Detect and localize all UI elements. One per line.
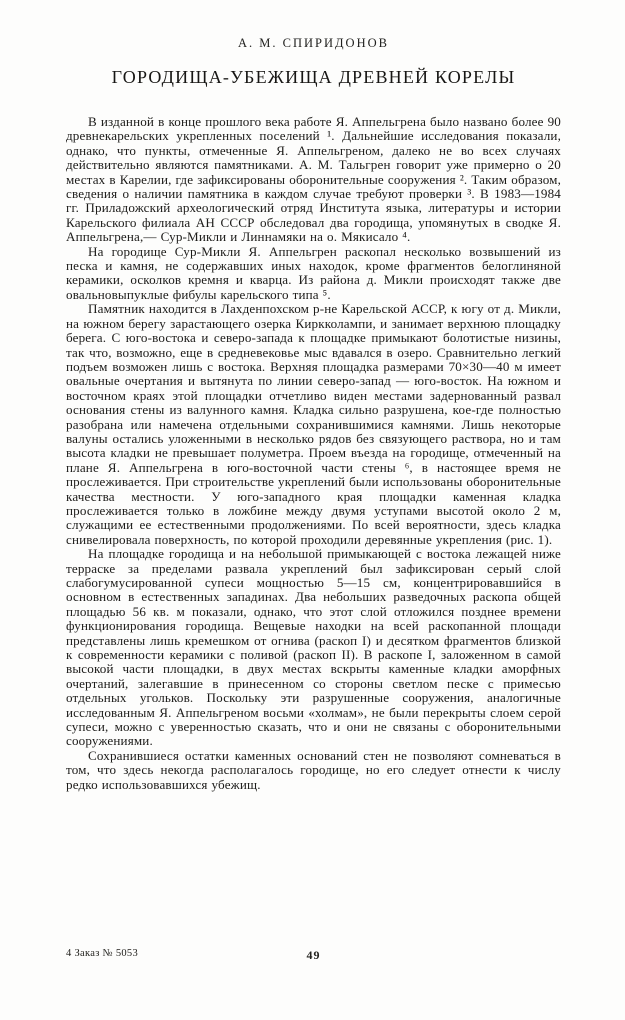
- paragraph-3: Памятник находится в Лахденпохском р-не Карельской АССР, к югу от д. Микли, на южном берегу зарастающего озерка Киркколампи, и занимает верхнюю площадку берега. С юго-востока и северо-запада к площадке примыкают болотистые низины, так что, возможно, еще в средневековье мыс вдавался в озеро. Сравнительно легкий подъем возможен лишь с востока. Верхняя площадка размерами 70×30—40 м имеет овальные очертания и вытянута по линии северо-запад — юго-восток. На южном и восточном краях этой площадки отчетливо виден местами задернованный развал основания стены из валунного камня. Кладка сильно разрушена, кое-где полностью разобрана или намечена отдельными сохранившимися камнями. Лишь некоторые валуны остались уложенными в несколько рядов без связующего раствора, но и там высота кладки не превышает полуметра. Проем въезда на городище, отмеченный на плане Я. Аппельгрена в юго-восточной части стены ⁶, в настоящее время не прослеживается. При строительстве укреплений были использованы оборонительные качества местности. У юго-западного края площадки каменная кладка прослеживается только в ложбине между двумя уступами высотой около 2 м, служащими ее естественными продолжениями. По всей вероятности, здесь кладка снивелировала поверхность, по которой проходили деревянные укрепления (рис. 1).: [66, 301, 561, 547]
- paragraph-5: Сохранившиеся остатки каменных оснований стен не позволяют сомневаться в том, что здесь некогда располагалось городище, но его следует отнести к числу редко использовавшихся убежищ.: [66, 747, 561, 792]
- text-column: [66, 0, 561, 792]
- paragraph-1: В изданной в конце прошлого века работе Я. Аппельгрена было названо более 90 древнекарельских укрепленных поселений ¹. Дальнейшие исследования показали, однако, что пункты, отмеченные Я. Аппельгреном, далеко не во всех случаях действительно являются памятниками. А. М. Тальгрен говорит уже примерно о 20 местах в Карелии, где зафиксированы оборонительные сооружения ². Таким образом, сведения о наличии памятника в каждом случае требуют проверки ³. В 1983—1984 гг. Приладожский археологический отряд Института языка, литературы и истории Карельского филиала АН СССР обследовал два городища, упомянутых в сводке Я. Аппельгрена,— Сур-Микли и Линнамяки на о. Мякисало ⁴.: [66, 114, 561, 245]
- article-title: ГОРОДИЩА-УБЕЖИЩА ДРЕВНЕЙ КОРЕЛЫ: [111, 67, 516, 87]
- paragraph-2: На городище Сур-Микли Я. Аппельгрен раскопал несколько возвышений из песка и камня, не содержавших иных находок, кроме фрагментов белоглиняной керамики, осколков кремня и кварца. Из района д. Микли происходят также две овальновыпуклые фибулы карельского типа ⁵.: [66, 243, 561, 302]
- page-number: 49: [306, 948, 321, 962]
- paragraph-4: На площадке городища и на небольшой примыкающей с востока лежащей ниже терраске за пределами развала укреплений был зафиксирован серый слой слабогумусированной супеси мощностью 5—15 см, концентрировавшийся в основном в естественных западинах. Два небольших разведочных раскопа общей площадью 56 кв. м показали, однако, что этот слой отложился позднее времени функционирования городища. Вещевые находки на всей раскопанной площади представлены лишь кремешком от огнива (раскоп I) и десятком фрагментов близкой к современности керамики с поливой (раскоп II). В раскопе I, заложенном в самой высокой части площадки, в двух местах вскрыты каменные кладки аморфных очертаний, залегавшие в принесенном со стороны светлом песке с примесью отдельных угольков. Поскольку эти разрушенные сооружения, аналогичные исследованным Я. Аппельгреном восьми «холмам», не были перекрыты слоем серой супеси, можно с уверенностью сказать, что и они не связаны с оборонительными сооружениями.: [66, 546, 561, 749]
- author-name: А. М. СПИРИДОНОВ: [238, 36, 389, 50]
- article-body: [66, 115, 561, 792]
- page-footer: [66, 948, 561, 963]
- print-order-imprint: 4 Заказ № 5053: [66, 948, 139, 959]
